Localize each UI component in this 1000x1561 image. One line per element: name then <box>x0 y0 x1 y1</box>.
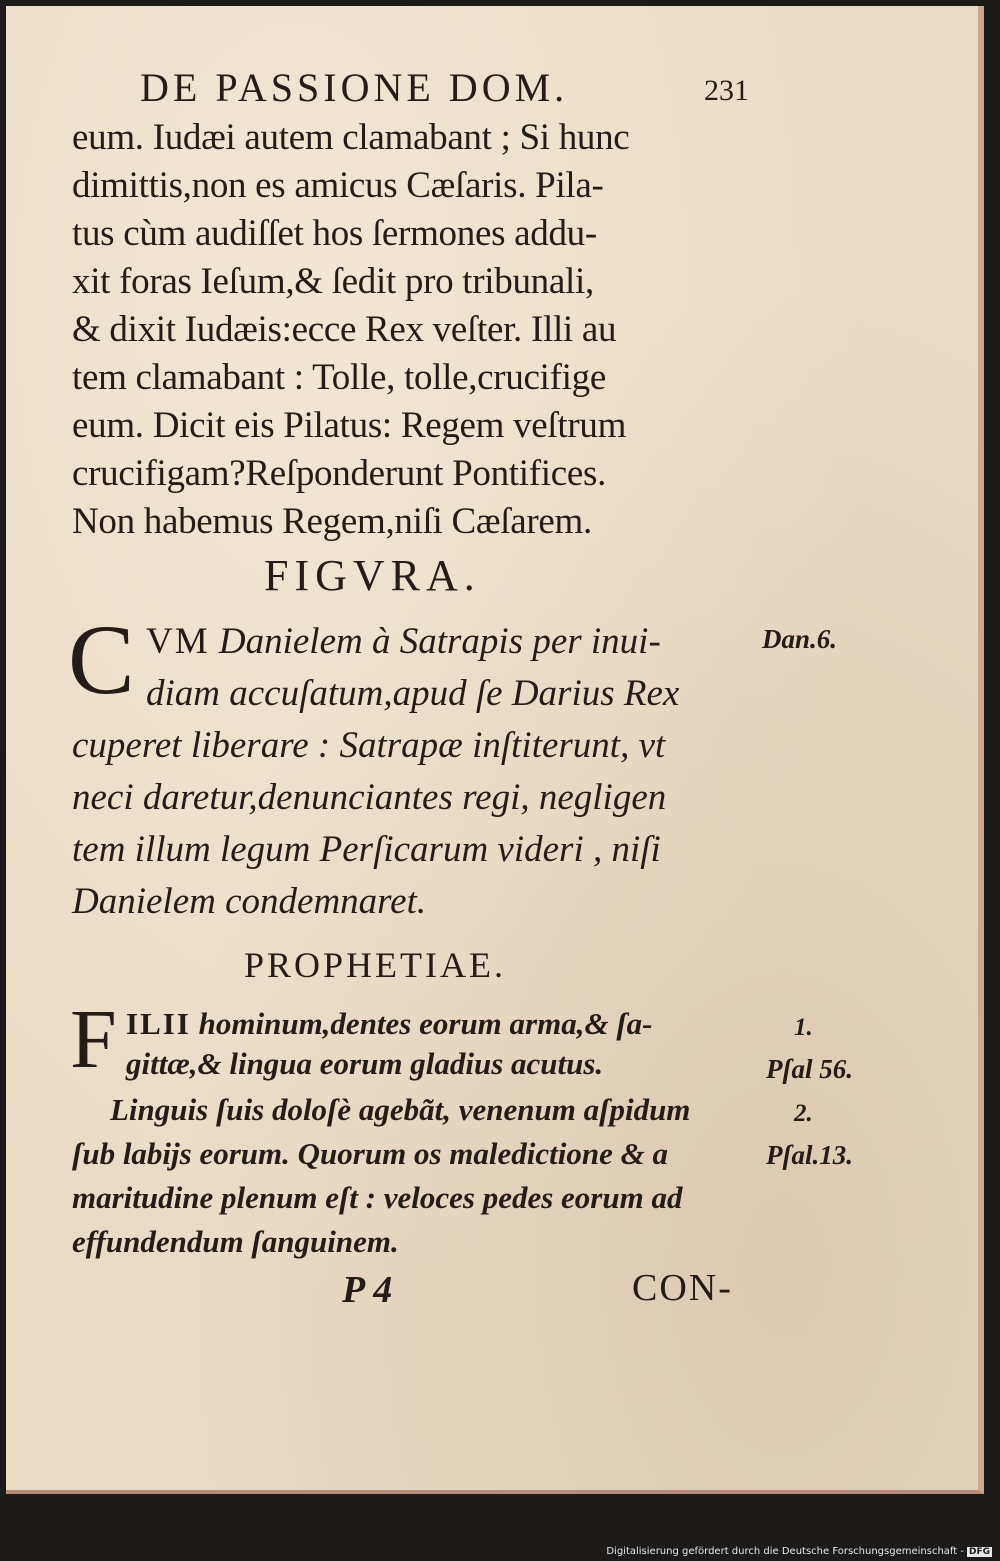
text-line: crucifigam?Reſponderunt Pontifices. <box>72 453 607 494</box>
text-line: dimittis,non es amicus Cæſaris. Pila- <box>72 165 604 206</box>
page-number: 231 <box>704 74 749 107</box>
text-line: eum. Iudæi autem clamabant ; Si hunc <box>72 117 630 158</box>
scan-credit <box>606 1546 992 1557</box>
text-line: ſub labijs eorum. Quorum os maledictione & a <box>72 1136 668 1171</box>
text-line: neci daretur,denunciantes regi, negligen <box>72 777 667 818</box>
drop-cap: C <box>68 604 135 715</box>
text-line: diam accuſatum,apud ſe Darius Rex <box>146 673 680 714</box>
drop-cap: F <box>70 993 117 1086</box>
margin-reference: Pſal.13. <box>766 1140 853 1170</box>
catchword: CON- <box>632 1267 733 1309</box>
running-title: DE PASSIONE DOM. <box>140 65 569 110</box>
first-line <box>126 1006 652 1042</box>
first-line-caps: ILII <box>126 1006 191 1041</box>
text-line: Non habemus Regem,niſi Cæſarem. <box>72 501 592 542</box>
text-line: tus cùm audiſſet hos ſermones addu- <box>72 213 597 254</box>
first-line-caps: VM <box>146 621 210 662</box>
text-line: Danielem condemnaret. <box>72 881 427 922</box>
first-line <box>146 620 661 663</box>
prophetiae-heading: PROPHETIAE. <box>244 945 507 985</box>
text-line: tem illum legum Perſicarum videri , niſi <box>72 829 661 870</box>
margin-reference: 1. <box>794 1014 813 1041</box>
text-line: cuperet liberare : Satrapæ inſtiterunt, vt <box>72 725 666 766</box>
text-line: eum. Dicit eis Pilatus: Regem veſtrum <box>72 405 627 446</box>
book-page <box>6 6 984 1494</box>
text-line: & dixit Iudæis:ecce Rex veſter. Illi au <box>72 309 617 350</box>
signature-mark: P 4 <box>342 1269 393 1311</box>
text-line: maritudine plenum eſt : veloces pedes eorum ad <box>72 1180 683 1215</box>
text-line: Linguis ſuis doloſè agebãt, venenum aſpidum <box>110 1092 691 1127</box>
scan-credit-text: Digitalisierung gefördert durch die Deutsche Forschungsgemeinschaft - <box>606 1546 964 1557</box>
margin-reference: 2. <box>794 1100 813 1127</box>
text-line: xit foras Ieſum,& ſedit pro tribunali, <box>72 261 594 302</box>
margin-reference: Pſal 56. <box>766 1054 853 1084</box>
figura-heading: FIGVRA. <box>264 551 481 600</box>
dfg-logo: DFG <box>968 1547 990 1557</box>
first-line-rest: Danielem à Satrapis per inui- <box>218 621 661 662</box>
first-line-rest: hominum,dentes eorum arma,& ſa- <box>198 1006 653 1041</box>
text-line: tem clamabant : Tolle, tolle,crucifige <box>72 357 606 398</box>
text-line: gittæ,& lingua eorum gladius acutus. <box>126 1046 604 1081</box>
text-line: effundendum ſanguinem. <box>72 1224 399 1259</box>
margin-reference: Dan.6. <box>762 624 838 654</box>
